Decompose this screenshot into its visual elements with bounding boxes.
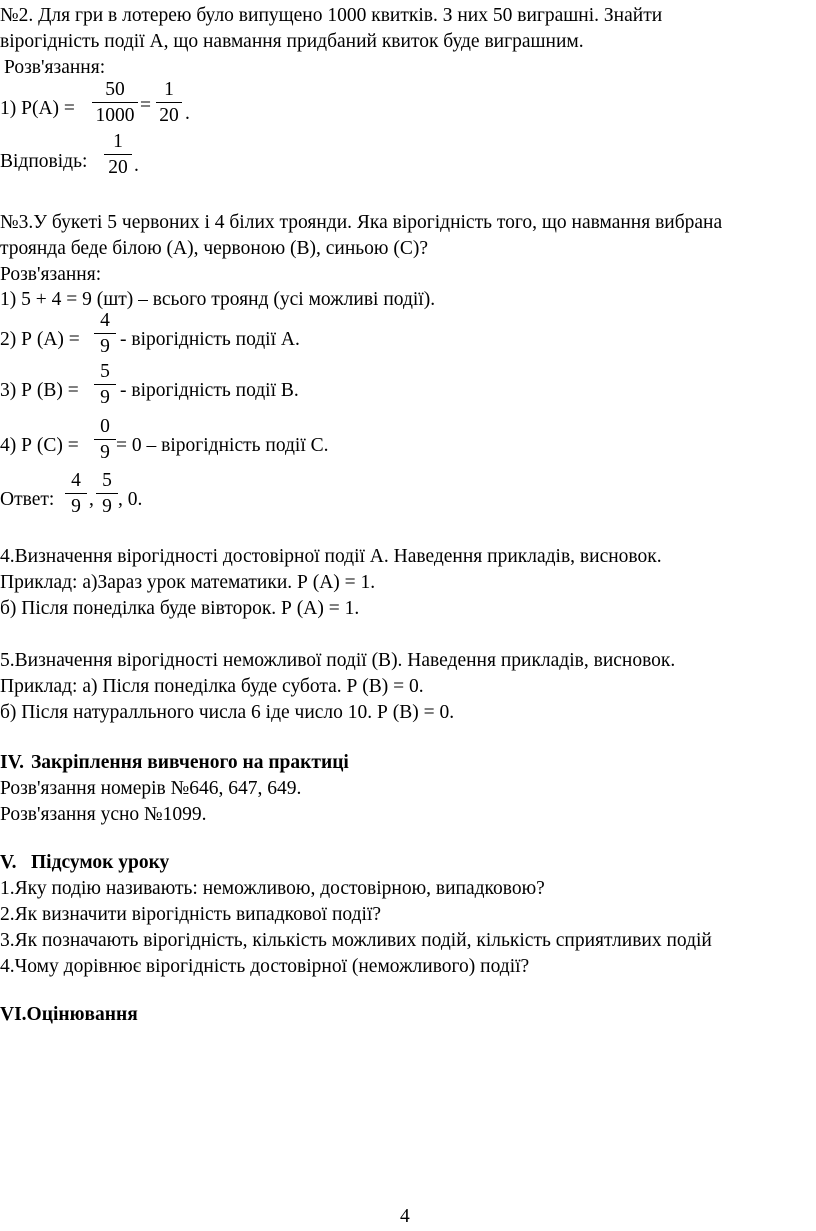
task3-step2-fraction [94,311,116,356]
task2-period: . [185,103,190,124]
fraction-numerator: 4 [100,310,110,331]
task2-line2: вірогідність події А, що навмання придбаний квиток буде виграшним. [0,31,584,52]
task3-answer-tail: , 0. [118,489,143,510]
part5-question-4: 4.Чому дорівнює вірогідність достовірної (неможливого) події? [0,956,530,977]
task3-step3-fraction [94,362,116,407]
fraction-denominator: 9 [100,335,110,357]
part5-question-1: 1.Яку подію називають: неможливою, достовірною, випадковою? [0,878,545,899]
task3-answer-label: Ответ: [0,489,55,510]
fraction-numerator: 4 [71,470,81,491]
task3-step2-prefix: 2) Р (А) = [0,329,80,350]
task3-answer-comma: , [89,489,94,510]
fraction-numerator: 1 [164,79,174,100]
task3-step3-prefix: 3) Р (В) = [0,380,79,401]
task2-equals: = [140,95,151,116]
section5-line1: 5.Визначення вірогідності неможливої події (В). Наведення прикладів, висновок. [0,650,676,671]
page-number: 4 [400,1206,410,1227]
task2-step1-prefix: 1) Р(А) = [0,98,75,119]
fraction-denominator: 9 [102,495,112,517]
fraction-denominator: 20 [108,156,128,178]
part6-heading: VI.Оцінювання [0,1004,138,1025]
fraction-numerator: 5 [102,470,112,491]
task3-step4-suffix: = 0 – вірогідність події С. [116,435,329,456]
fraction-numerator: 0 [100,416,110,437]
part5-heading-number: V. [0,852,17,873]
part5-question-3: 3.Як позначають вірогідність, кількість можливих подій, кількість сприятливих подій [0,930,712,951]
fraction-denominator: 9 [100,441,110,463]
part4-line1: Розв'язання номерів №646, 647, 649. [0,778,302,799]
fraction-denominator: 1000 [95,104,135,126]
task3-step4-prefix: 4) Р (С) = [0,435,79,456]
fraction-denominator: 20 [159,104,179,126]
section5-line3: б) Після натуралльного числа 6 іде число 10. Р (В) = 0. [0,702,455,723]
task3-answer-fraction-5-9 [96,471,118,516]
task2-fraction-1-20 [156,80,182,125]
task2-answer-period: . [134,155,139,176]
task3-solution-label: Розв'язання: [0,264,102,285]
part5-heading: Підсумок уроку [31,852,170,873]
task2-answer-fraction [104,132,132,177]
task3-step3-suffix: - вірогідність події В. [120,380,299,401]
section4-line3: б) Після понеділка буде вівторок. Р (А) = 1. [0,598,360,619]
fraction-numerator: 50 [105,79,125,100]
part4-heading-number: IV. [0,752,25,773]
task3-step2-suffix: - вірогідність події А. [120,329,300,350]
fraction-numerator: 1 [113,131,123,152]
task3-answer-fraction-4-9 [65,471,87,516]
task3-step1: 1) 5 + 4 = 9 (шт) – всього троянд (усі можливі події). [0,289,436,310]
part5-question-2: 2.Як визначити вірогідність випадкової події? [0,904,382,925]
task3-line2: троянда беде білою (А), червоною (В), синьою (С)? [0,238,429,259]
section4-line1: 4.Визначення вірогідності достовірної події А. Наведення прикладів, висновок. [0,546,662,567]
task2-solution-label: Розв'язання: [4,57,106,78]
fraction-denominator: 9 [100,386,110,408]
task2-fraction-50-1000 [92,80,138,125]
part4-line2: Розв'язання усно №1099. [0,804,207,825]
task2-answer-label: Відповідь: [0,151,88,172]
fraction-denominator: 9 [71,495,81,517]
fraction-numerator: 5 [100,361,110,382]
task2-line1: №2. Для гри в лотерею було випущено 1000 квитків. З них 50 виграшні. Знайти [0,5,663,26]
section4-line2: Приклад: а)Зараз урок математики. Р (А) = 1. [0,572,376,593]
section5-line2: Приклад: а) Після понеділка буде субота. Р (В) = 0. [0,676,424,697]
task3-line1: №3.У букеті 5 червоних і 4 білих троянди. Яка вірогідність того, що навмання вибрана [0,212,723,233]
task3-step4-fraction [94,417,116,462]
part4-heading: Закріплення вивченого на практиці [31,752,349,773]
